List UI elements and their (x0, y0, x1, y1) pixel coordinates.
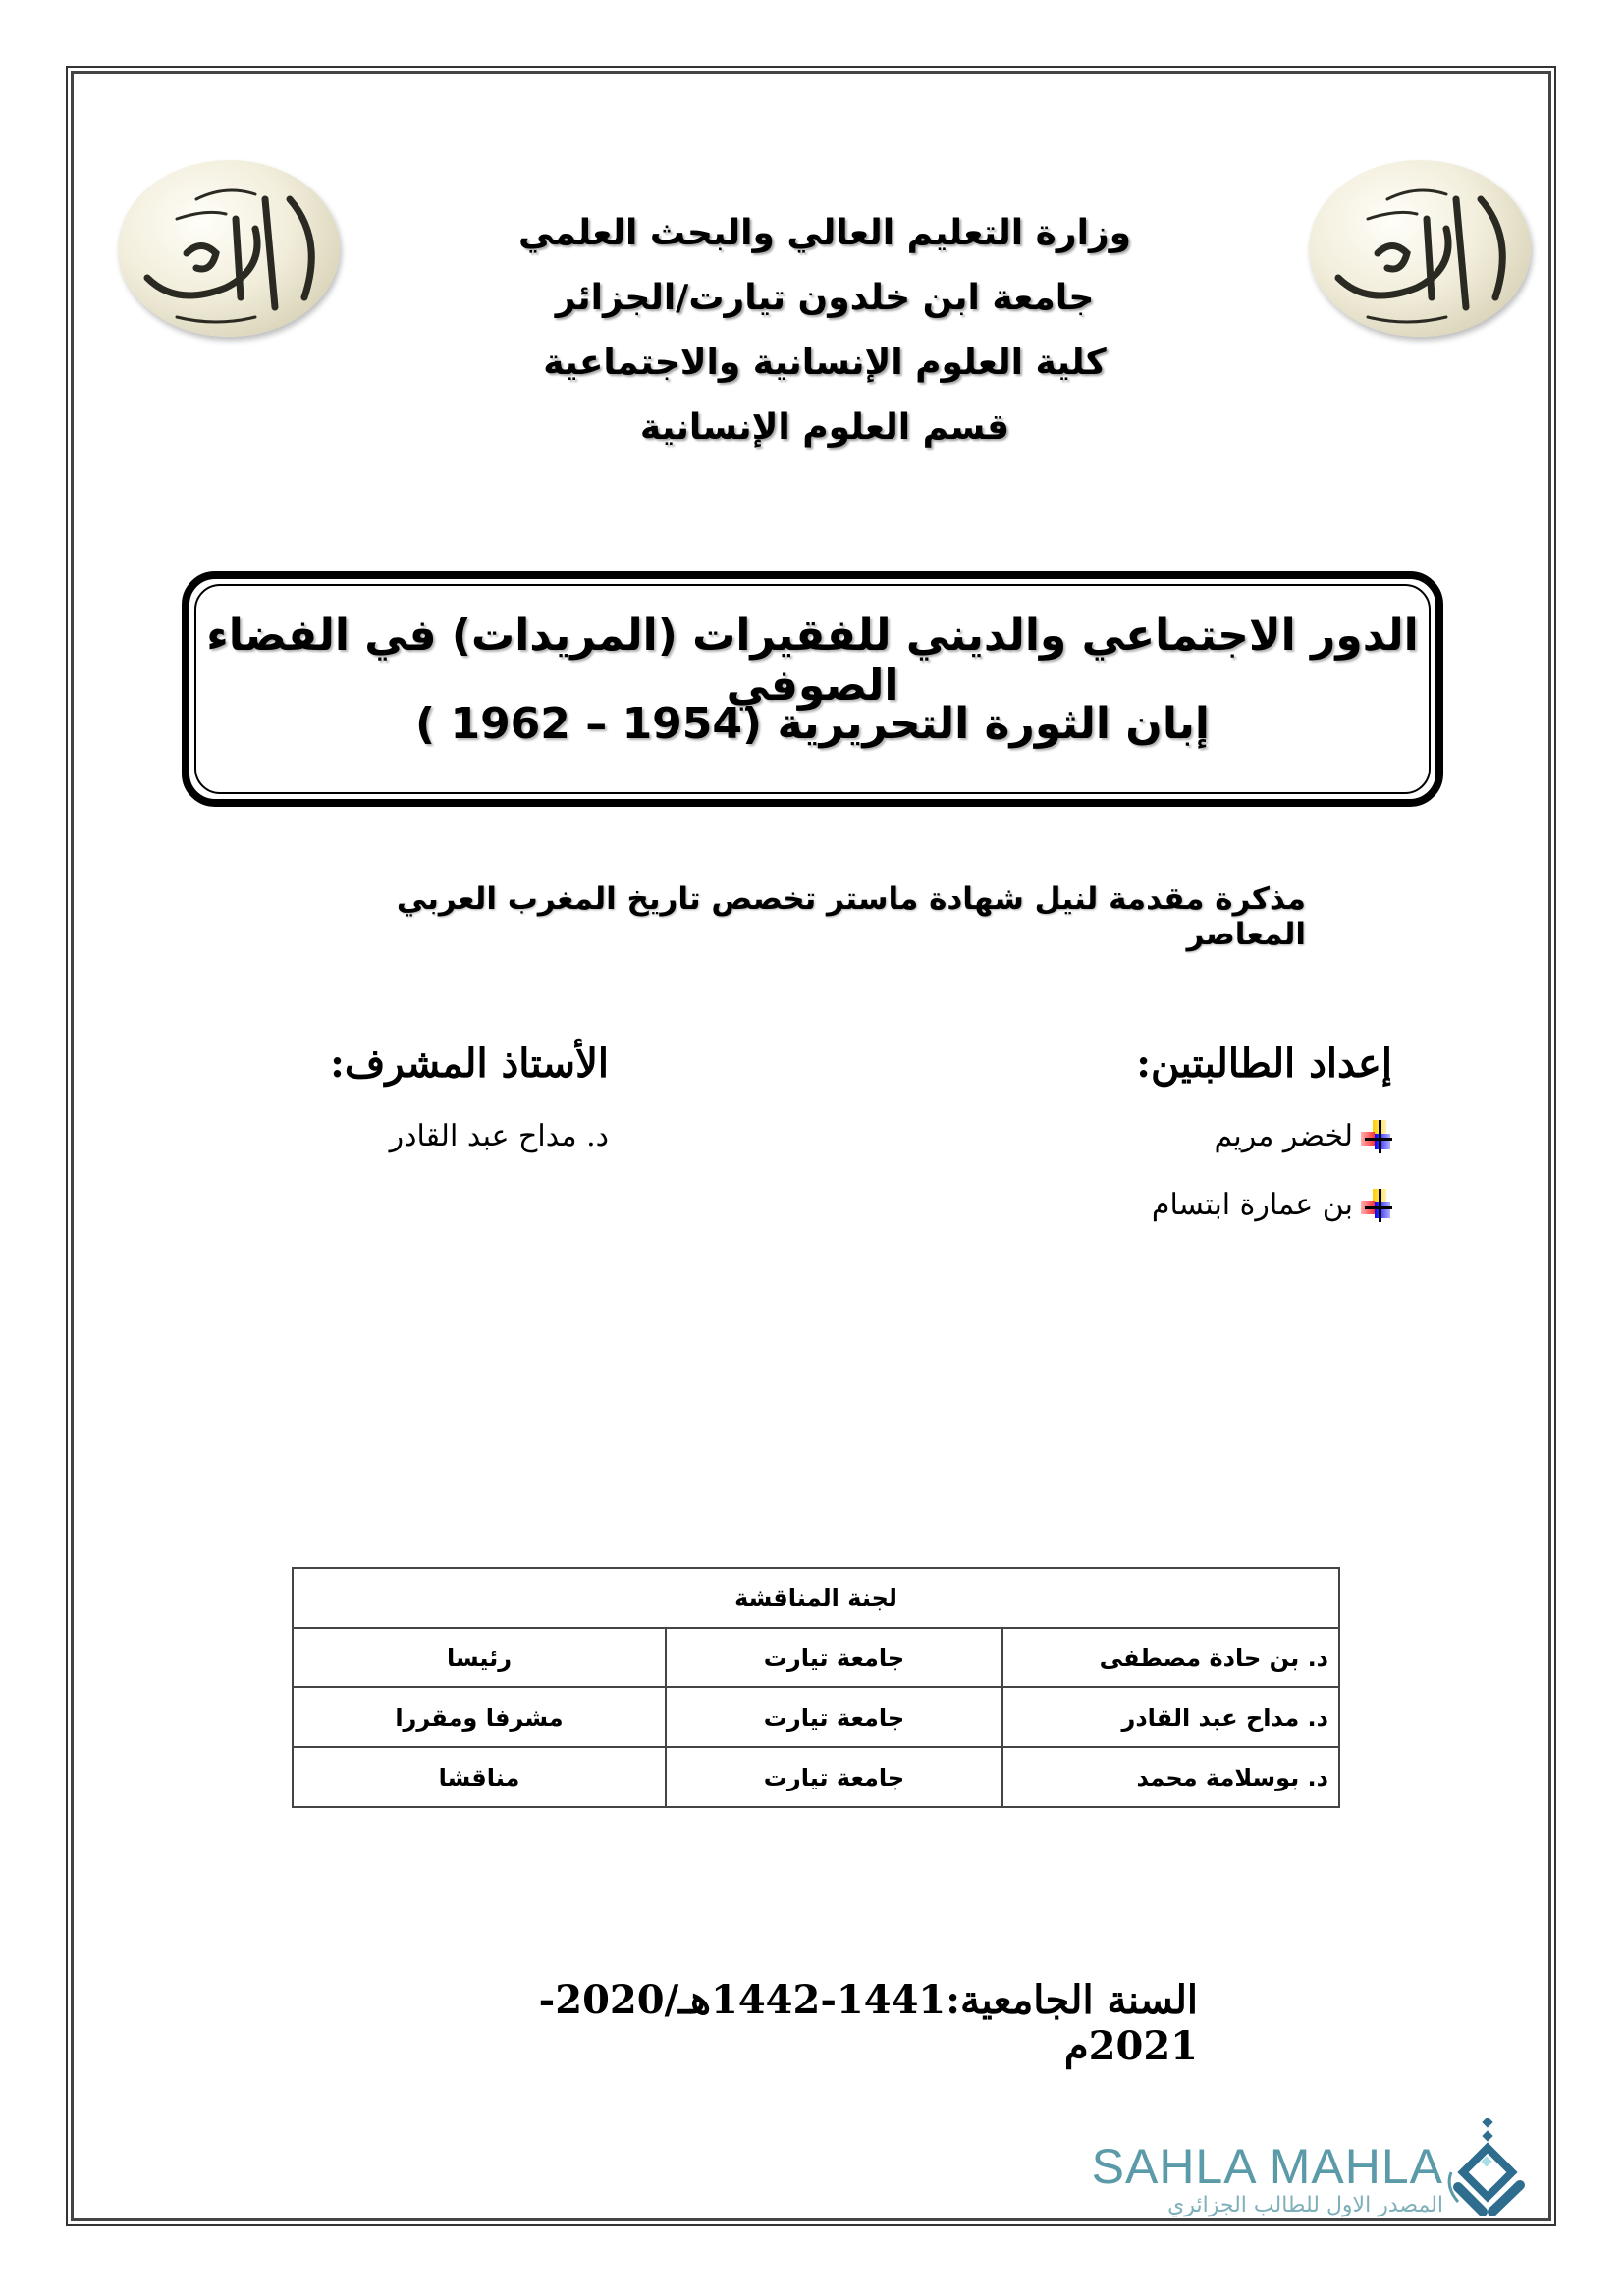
colored-cross-bullet-icon (1361, 1120, 1392, 1153)
department-name: قسم العلوم الإنسانية (639, 407, 1010, 448)
committee-heading: لجنة المناقشة (293, 1568, 1339, 1628)
university-logo-right (1309, 160, 1531, 337)
brand-name: SAHLA MAHLA (1091, 2139, 1443, 2194)
table-row (293, 1628, 1339, 1687)
student-name: لخضر مريم (1214, 1119, 1353, 1153)
thesis-title-line-1: الدور الاجتماعي والديني للفقيرات (المريدات) في الفضاء الصوفي (206, 611, 1419, 711)
supervisor-name: د. مداح عبد القادر (389, 1119, 609, 1153)
committee-table (292, 1567, 1340, 1808)
sahla-mahla-watermark (1088, 2118, 1540, 2226)
member-university: جامعة تيارت (666, 1747, 1002, 1807)
student-item (1214, 1119, 1392, 1153)
faculty-name: كلية العلوم الإنسانية والاجتماعية (543, 343, 1107, 383)
member-university: جامعة تيارت (666, 1628, 1002, 1687)
supervisor-heading: الأستاذ المشرف: (330, 1041, 609, 1087)
academic-year: السنة الجامعية:1441-1442هـ/2020-2021م (538, 1977, 1198, 2069)
member-university: جامعة تيارت (666, 1687, 1002, 1747)
university-logo-left (118, 160, 340, 337)
thesis-title-line-2: إبان الثورة التحريرية (1954 – 1962 ) (415, 699, 1210, 749)
thesis-degree-statement: مذكرة مقدمة لنيل شهادة ماستر تخصص تاريخ المغرب العربي المعاصر (396, 881, 1306, 952)
member-name: د. بن حادة مصطفى (1002, 1628, 1339, 1687)
table-row (293, 1747, 1339, 1807)
member-name: د. بوسلامة محمد (1002, 1747, 1339, 1807)
member-role: مناقشا (293, 1747, 666, 1807)
student-item (1152, 1188, 1392, 1222)
students-heading: إعداد الطالبتين: (1136, 1041, 1392, 1087)
table-row (293, 1687, 1339, 1747)
committee-header-row (293, 1568, 1339, 1628)
university-name: جامعة ابن خلدون تيارت/الجزائر (555, 278, 1095, 318)
colored-cross-bullet-icon (1361, 1189, 1392, 1222)
sahla-mahla-emblem-icon (1443, 2118, 1532, 2226)
member-name: د. مداح عبد القادر (1002, 1687, 1339, 1747)
university-calligraphy-seal-icon (1309, 160, 1531, 337)
member-role: رئيسا (293, 1628, 666, 1687)
brand-tagline: المصدر الاول للطالب الجزائري (1167, 2193, 1443, 2217)
institution-header (491, 201, 1159, 460)
ministry-name: وزارة التعليم العالي والبحث العلمي (517, 213, 1132, 253)
member-role: مشرفا ومقررا (293, 1687, 666, 1747)
student-name: بن عمارة ابتسام (1151, 1188, 1353, 1222)
university-calligraphy-seal-icon (118, 160, 340, 337)
